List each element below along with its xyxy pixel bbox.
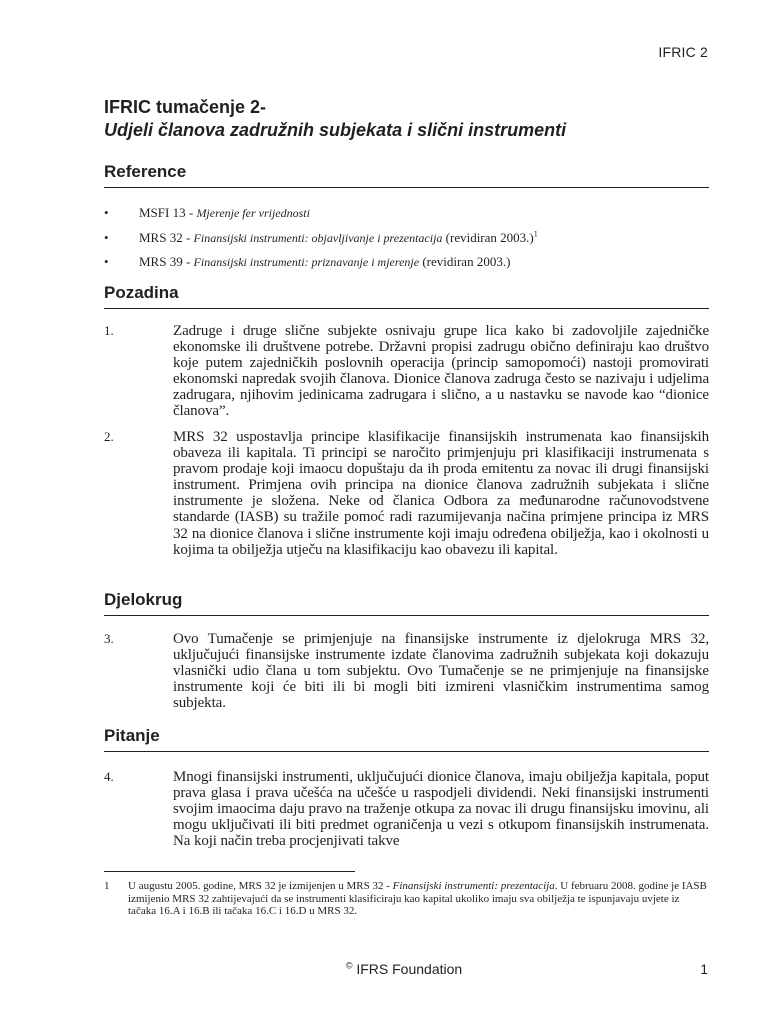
paragraph-text: MRS 32 uspostavlja principe klasifikacije finansijskih instrumenata kao finansijskih obaveza ili kapitala. Ti principi se naročito primjenjuju pri klasifikaciji instrumenata s pravom prodaje koji imaocu dopuštaju da ih proda emitentu za novac ili drugi finansijski instrument. Primjena ovih principa na dionice članova zadružnih subjekata i slične instrumente je složena. Neke od članica Odbora za međunarodne računovodstvene standarde (IASB) su tražile pomoć radi razumijevanja načina primjene principa iz MRS 32 na dionice članova i slične instrumente koji imaju određena obilježja, kao i okolnosti u kojima ta obilježja utječu na klasifikaciju kao obavezu ili kapital.: [173, 429, 709, 558]
page-number: 1: [700, 961, 708, 977]
paragraph-2: [104, 429, 709, 558]
document-title: [104, 96, 709, 142]
reference-code: MRS 39 -: [139, 254, 194, 269]
reference-title: Mjerenje fer vrijednosti: [196, 206, 310, 220]
reference-suffix: (revidiran 2003.): [442, 229, 534, 245]
section-heading-pitanje: Pitanje: [104, 726, 709, 752]
title-line-2: Udjeli članova zadružnih subjekata i slični instrumenti: [104, 120, 567, 140]
bullet-icon: •: [104, 254, 109, 269]
section-heading-djelokrug: Djelokrug: [104, 590, 709, 616]
footnote-text-italic: Finansijski instrumenti: prezentacija: [392, 880, 555, 892]
copyright-icon: ©: [345, 960, 353, 971]
reference-suffix: (revidiran 2003.): [419, 254, 511, 269]
paragraph-number: 4.: [104, 769, 114, 784]
paragraph-3: [104, 631, 709, 711]
organization-name: IFRS Foundation: [352, 961, 463, 977]
footnote: [104, 880, 709, 918]
reference-title: Finansijski instrumenti: objavljivanje i prezentacija: [193, 230, 443, 245]
running-head: IFRIC 2: [658, 44, 708, 60]
title-line-1: IFRIC tumačenje 2-: [104, 97, 267, 117]
reference-list: [104, 205, 709, 279]
footnote-marker[interactable]: 1: [533, 229, 538, 239]
footnote-text-before: U augustu 2005. godine, MRS 32 je izmijenjen u MRS 32 -: [128, 880, 393, 892]
reference-item: [104, 254, 709, 270]
reference-code: MRS 32 -: [139, 229, 194, 245]
paragraph-number: 1.: [104, 323, 114, 338]
reference-item: [104, 230, 709, 246]
paragraph-number: 3.: [104, 631, 114, 646]
footnote-text-after: . U februaru 2008. godine je IASB izmijenio MRS 32 zahtijevajući da se instrumenti klasificiraju kao kapital ukoliko imaju sva obilježja te ispunjavaju uvjete iz tačaka 16.A i 16.B ili tačaka 16.C i 16.D u MRS 32.: [128, 880, 707, 917]
section-heading-pozadina: Pozadina: [104, 283, 709, 309]
paragraph-text: Ovo Tumačenje se primjenjuje na finansijske instrumente iz djelokruga MRS 32, uključujući finansijske instrumente izdate članovima zadružnih subjekata koji dokazuju vlasnički udio člana u tom subjektu. Ovo Tumačenje se ne primjenjuje na finansijske instrumente koji će biti ili bi mogli biti izmireni vlasničkim instrumentima samog subjekta.: [173, 631, 709, 712]
paragraph-1: [104, 323, 709, 420]
footer-organization: [0, 961, 768, 977]
section-heading-reference: Reference: [104, 162, 709, 188]
paragraph-text: Zadruge i druge slične subjekte osnivaju grupe lica kako bi zadovoljile zajedničke ekonomske ili društvene potrebe. Državni propisi zadrugu obično definiraju kao društvo koje putem zajedničkih poslovnih operacija (princip samopomoći) nastoji promovirati ekonomski napredak svojih članova. Dionice članova zadruga često se nazivaju i udjelima zadrugara, njihovim jedinicama zadrugara i slično, a u nastavku se navode kao “dionice članova”.: [173, 323, 709, 420]
footnote-divider: [104, 871, 355, 872]
bullet-icon: •: [104, 229, 109, 245]
footnote-text: [128, 880, 709, 918]
bullet-icon: •: [104, 205, 109, 220]
paragraph-4: [104, 769, 709, 849]
reference-title: Finansijski instrumenti: priznavanje i mjerenje: [193, 255, 420, 269]
reference-code: MSFI 13 -: [139, 205, 197, 220]
paragraph-text: Mnogi finansijski instrumenti, uključujući dionice članova, imaju obilježja kapitala, poput prava glasa i prava učešća na učešće u raspodjeli dividendi. Neki finansijski instrumenti svojim imaocima daju pravo na traženje otkupa za novac ili drugu finansijsku imovinu, ali mogu uključivati ili biti predmet ograničenja u vezi s otkupom finansijskih instrumenata. Na koji način treba procjenjivati takve: [173, 769, 709, 850]
paragraph-number: 2.: [104, 429, 114, 444]
reference-item: [104, 205, 709, 221]
footnote-number: 1: [104, 880, 110, 892]
